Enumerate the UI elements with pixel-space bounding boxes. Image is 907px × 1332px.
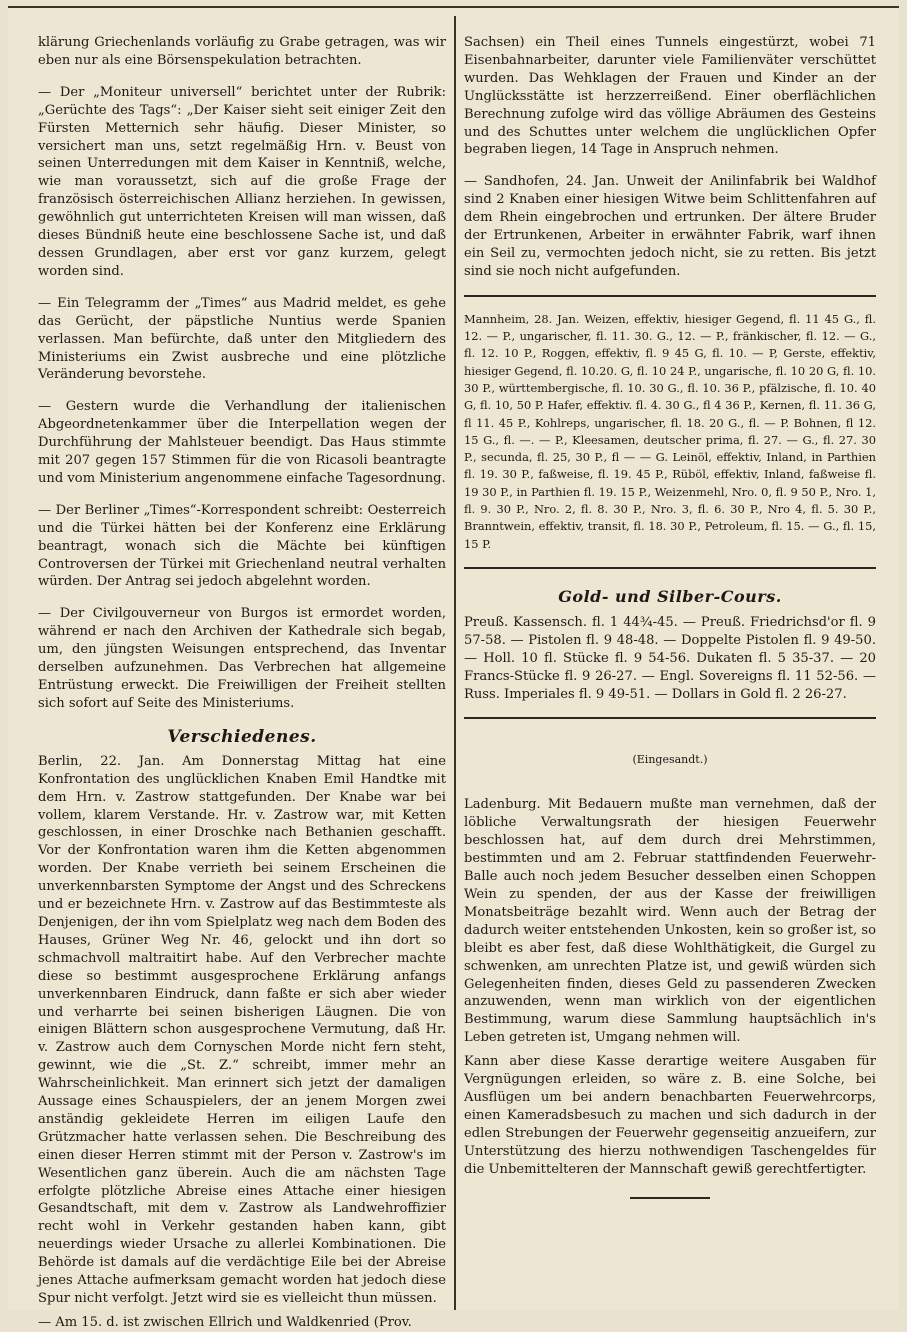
left-paragraph-1: klärung Griechenlands vorläufig zu Grabe getragen, was wir eben nur als eine Börsenspekulation betrachten. (38, 35, 446, 68)
top-border (8, 6, 899, 8)
left-paragraph-3: — Ein Telegramm der „Times“ aus Madrid meldet, es gehe das Gerücht, der päpstliche Nuntius werde Spanien verlassen. Man befürchte, daß unter den Mitgliedern des Ministeriums ein Zwist ausbreche und eine plötzliche Veränderung bevorstehe. (38, 295, 446, 383)
left-paragraph-4: — Gestern wurde die Verhandlung der italienischen Abgeordnetenkammer über die Interpellation wegen der Durchführung der Mahlsteuer beendigt. Das Haus stimmte mit 207 gegen 157 Stimmen für die von Ricasoli beantragte und vom Ministerium angenommene einfache Tagesordnung. (38, 399, 446, 486)
left-paragraph-2: — Der „Moniteur universell“ berichtet unter der Rubrik: „Gerüchte des Tags“: „Der Kaiser sieht seit einiger Zeit den Fürsten Metternich sehr häufig. Dieser Minister, so versichert man uns, setzt regelmäßig Hrn. v. Beust von seinen Unterredungen mit dem Kaiser in Kenntniß, welche, wie man voraussetzt, sich auf die große Frage der französisch österreichischen Allianz herziehen. In gewissen, gewöhnlich gut unterrichteten Kreisen will man wissen, daß dieses Bündniß heute eine beschlossene Sache ist, und daß dessen Grundlagen, aber erst vor ganz kurzem, gelegt worden sind. (38, 84, 446, 279)
end-rule (630, 1197, 710, 1199)
right-column (464, 34, 876, 1199)
section-divider (464, 717, 876, 719)
newspaper-page (8, 6, 899, 1330)
right-paragraph-2: — Sandhofen, 24. Jan. Unweit der Anilinfabrik bei Waldhof sind 2 Knaben einer hiesigen Witwe beim Schlittenfahren auf dem Rhein eingebrochen und ertrunken. Der ältere Bruder der Ertrunkenen, Arbeiter in erwähnter Fabrik, warf ihnen ein Seil zu, vermochten jedoch nicht, sie zu retten. Bis jetzt sind sie noch nicht aufgefunden. (464, 174, 876, 279)
section-heading-verschiedenes: Verschiedenes. (167, 726, 317, 747)
left-column (38, 34, 446, 1332)
right-paragraph-3: Ladenburg. Mit Bedauern mußte man vernehmen, daß der löbliche Verwaltungsrath der hiesigen Feuerwehr beschlossen hat, auf dem durch drei Mehrstimmen, bestimmten und am 2. Februar stattfindenden Feuerwehr-Balle auch noch jedem Besucher desselben einen Schoppen Wein zu spenden, der aus der Kasse der freiwilligen Monatsbeiträge bezahlt wird. Wenn auch der Betrag der dadurch weiter entstehenden Unkosten, kein so großer ist, so bleibt es aber fest, daß diese Wohlthätigkeit, die Gurgel zu schwenken, am unrechten Platze ist, und gewiß würden sich Gelegenheiten finden, dieses Geld zu passenderen Zwecken anzuwenden, wenn man wirklich von der eigentlichen Bestimmung, warum diese Sammlung hauptsächlich in's Leben getreten ist, Umgang nehmen will. (464, 797, 876, 1046)
left-paragraph-6: — Der Civilgouverneur von Burgos ist ermordet worden, während er nach den Archiven der Kathedrale sich begab, um, den jüngsten Weisungen entsprechend, das Inventar derselben aufzunehmen. Das Verbrechen hat allgemeine Entrüstung erweckt. Die Freiwilligen der Freiheit stellten sich sofort auf Seite des Ministeriums. (38, 606, 446, 711)
market-report-text: Mannheim, 28. Jan. Weizen, effektiv, hiesiger Gegend, fl. 11 45 G., fl. 12. — P., ungarischer, fl. 11. 30. G., 12. — P., fränkischer, fl. 12. — G., fl. 12. 10 P., Roggen, effektiv, fl. 9 45 G, fl. 10. — P, Gerste, effektiv, hiesiger Gegend, fl. 10.20. G, fl. 10 24 P., ungarische, fl. 10 20 G, fl. 10. 30 P., württembergische, fl. 10. 30 G., fl. 10. 36 P., pfälzische, fl. 10. 40 G, fl. 10, 50 P. Hafer, effektiv. fl. 4. 30 G., fl 4 36 P., Kernen, fl. 11. 36 G, fl 11. 45 P., Kohlreps, ungarischer, fl. 18. 20 G., fl. — P. Bohnen, fl 12. 15 G., fl. —. — P., Kleesamen, deutscher prima, fl. 27. — G., fl. 27. 30 P., secunda, fl. 25, 30 P., fl — — G. Leinöl, effektiv, Inland, in Parthien fl. 19. 30 P., faßweise, fl. 19. 45 P., Rüböl, effektiv, Inland, faßweise fl. 19 30 P., in Parthien fl. 19. 15 P., Weizenmehl, Nro. 0, fl. 9 50 P., Nro. 1, fl. 9. 30 P., Nro. 2, fl. 8. 30 P., Nro. 3, fl. 6. 30 P., Nro 4, fl. 5. 30 P., Branntwein, effektiv, transit, fl. 18. 30 P., Petroleum, fl. 15. — G., fl. 15, 15 P. (464, 311, 876, 551)
section-heading-gold-silber: Gold- und Silber-Cours. (558, 586, 782, 606)
submitted-label: (Eingesandt.) (632, 753, 708, 767)
section-divider (464, 295, 876, 297)
column-divider (454, 16, 456, 1310)
exchange-rates-text: Preuß. Kassensch. fl. 1 44¾-45. — Preuß. Friedrichsd'or fl. 9 57-58. — Pistolen fl. 9 48-48. — Doppelte Pistolen fl. 9 49-50. — Holl. 10 fl. Stücke fl. 9 54-56. Dukaten fl. 5 35-37. — 20 Francs-Stücke fl. 9 26-27. — Engl. Sovereigns fl. 11 52-56. — Russ. Imperiales fl. 9 49-51. — Dollars in Gold fl. 2 26-27. (464, 614, 876, 702)
right-paragraph-1: Sachsen) ein Theil eines Tunnels eingestürzt, wobei 71 Eisenbahnarbeiter, darunter viele Familienväter verschüttet wurden. Das Wehklagen der Frauen und Kinder an der Unglücksstätte ist herzzerreißend. Einer oberflächlichen Berechnung zufolge wird das völlige Abräumen des Gesteins und des Schuttes unter welchem die unglücklichen Opfer begraben liegen, 14 Tage in Anspruch nehmen. (464, 35, 876, 158)
market-report (464, 311, 876, 553)
left-paragraph-7: Berlin, 22. Jan. Am Donnerstag Mittag hat eine Konfrontation des unglücklichen Knaben Emil Handtke mit dem Hrn. v. Zastrow stattgefunden. Der Knabe war bei vollem, klarem Verstande. Hr. v. Zastrow war, mit Ketten geschlossen, in einer Droschke nach Bethanien geschafft. Vor der Konfrontation waren ihm die Ketten abgenommen worden. Der Knabe verrieth bei seinem Erscheinen die unverkennbarsten Symptome der Angst und des Schreckens und er bezeichnete Hrn. v. Zastrow auf das Bestimmteste als Denjenigen, der ihn vom Spielplatz weg nach dem Boden des Hauses, Grüner Weg Nr. 46, gelockt und ihn dort so schmachvoll maltraitirt habe. Auf den Verbrecher machte diese so bestimmt ausgesprochene Erklärung anfangs unverkennbaren Eindruck, dann faßte er sich aber wieder und verharrte bei seinen bisherigen Läugnen. Die von einigen Blättern schon ausgesprochene Vermutung, daß Hr. v. Zastrow auch dem Cornyschen Morde nicht fern steht, gewinnt, wie die „St. Z.“ schreibt, immer mehr an Wahrscheinlichkeit. Man erinnert sich jetzt der damaligen Aussage eines Schauspielers, der an jenem Morgen zwei anständig gekleidete Herren im eiligen Laufe den Grützmacher hatte verlassen sehen. Die Beschreibung des einen dieser Herren stimmt mit der Person v. Zastrow's im Wesentlichen ganz überein. Auch die am nächsten Tage erfolgte plötzliche Abreise eines Attache einer hiesigen Gesandtschaft, mit dem v. Zastrow als Landwehroffizier recht wohl in Verkehr gestanden haben kann, gibt neuerdings wieder Ursache zu allerlei Kombinationen. Die Behörde ist damals auf die verdächtige Eile bei der Abreise jenes Attache aufmerksam gemacht worden hat jedoch diese Spur nicht verfolgt. Jetzt wird sie es vielleicht thun müssen. (38, 753, 446, 1306)
left-paragraph-8: — Am 15. d. ist zwischen Ellrich und Waldkenried (Prov. (38, 1314, 412, 1330)
section-divider (464, 567, 876, 569)
right-paragraph-4: Kann aber diese Kasse derartige weitere Ausgaben für Vergnügungen erleiden, so wäre z. B. eine Solche, bei Ausflügen um bei andern benachbarten Feuerwehrcorps, einen Kameradsbesuch zu machen und sich dadurch in der edlen Strebungen der Feuerwehr gegenseitig anzueifern, zur Unterstützung des hierzu nothwendigen Taschengeldes für die Unbemittelteren der Mannschaft gewiß gerechtfertigter. (464, 1054, 876, 1177)
left-paragraph-5: — Der Berliner „Times“-Korrespondent schreibt: Oesterreich und die Türkei hätten bei der Konferenz eine Erklärung beantragt, wonach sich die Mächte bei künftigen Controversen der Türkei mit Griechenland neutral verhalten würden. Der Antrag sei jedoch abgelehnt worden. (38, 502, 446, 590)
